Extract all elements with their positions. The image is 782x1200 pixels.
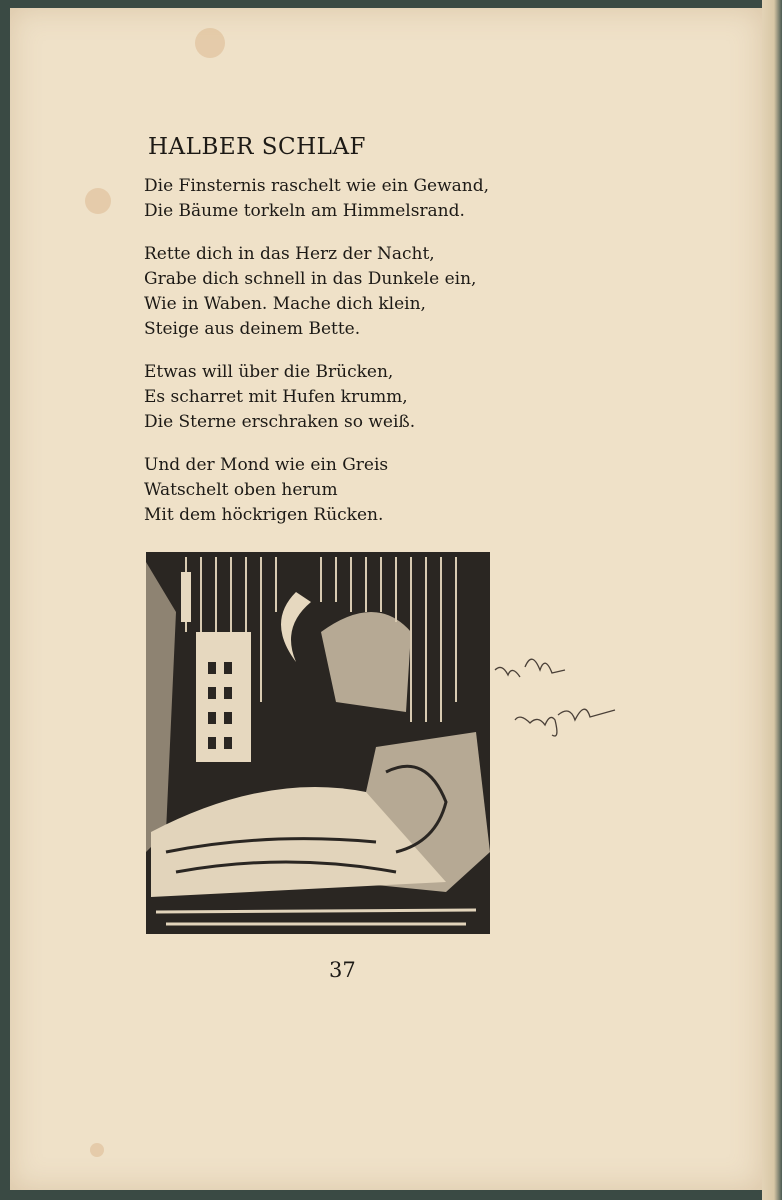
verse-line: Die Bäume torkeln am Himmelsrand. [144, 201, 465, 221]
stanza [144, 242, 489, 342]
verse-line: Steige aus deinem Bette. [144, 319, 361, 339]
poem-title: HALBER SCHLAF [148, 134, 367, 160]
verse-line: Grabe dich schnell in das Dunkele ein, [144, 269, 477, 289]
verse-line: Die Sterne erschraken so weiß. [144, 412, 416, 432]
page-number: 37 [329, 958, 356, 982]
foxing-spot [90, 1143, 104, 1157]
stanza [144, 174, 489, 224]
verse-line: Und der Mond wie ein Greis [144, 455, 389, 475]
verse-line: Es scharret mit Hufen krumm, [144, 387, 408, 407]
foxing-spot [85, 188, 111, 214]
verse-line: Die Finsternis raschelt wie ein Gewand, [144, 176, 490, 196]
verse-line: Watschelt oben herum [144, 480, 338, 500]
book-edge [762, 0, 782, 1200]
verse-line: Mit dem höckrigen Rücken. [144, 505, 384, 525]
handwritten-annotation [490, 645, 630, 745]
woodcut-illustration [146, 552, 490, 934]
foxing-spot [195, 28, 225, 58]
poem [144, 134, 489, 546]
stanza [144, 360, 489, 435]
verse-line: Rette dich in das Herz der Nacht, [144, 244, 435, 264]
stanza [144, 453, 489, 528]
verse-line: Etwas will über die Brücken, [144, 362, 394, 382]
verse-line: Wie in Waben. Mache dich klein, [144, 294, 426, 314]
